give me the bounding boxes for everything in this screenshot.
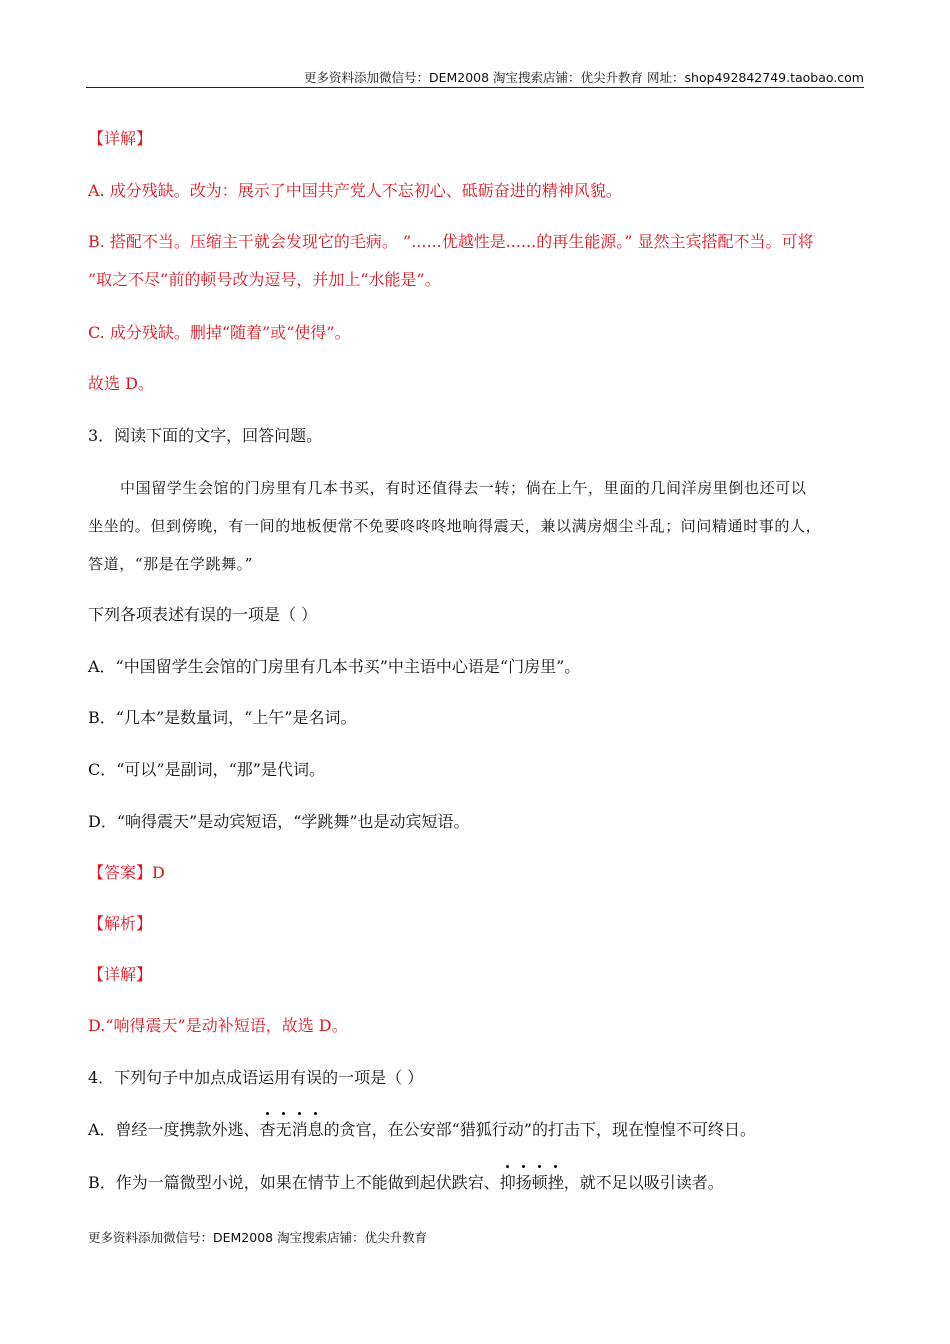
q3-option-a: A．“中国留学生会馆的门房里有几本书买”中主语中心语是“门房里”。 <box>88 657 581 676</box>
q3-option-b: B．“几本”是数量词，“上午”是名词。 <box>88 708 357 727</box>
q4-option-a <box>88 1119 756 1141</box>
q3-passage-line: 答道，“那是在学跳舞。” <box>88 555 254 573</box>
q3-stem: 3．阅读下面的文字，回答问题。 <box>88 426 323 445</box>
q3-option-c: C．“可以”是副词，“那”是代词。 <box>88 760 325 779</box>
explain-option-b-line1: B. 搭配不当。压缩主干就会发现它的毛病。 ”......优越性是......的再生能源。” 显然主宾搭配不当。可将 <box>88 232 814 251</box>
emphasis-dots <box>500 1161 564 1168</box>
q4-option-a-before: A．曾经一度携款外逃、 <box>88 1120 260 1139</box>
answer-value: D <box>152 863 165 882</box>
q4-option-a-idiom <box>260 1119 324 1141</box>
q3-passage-line: 中国留学生会馆的门房里有几本书买，有时还值得去一转；倘在上午，里面的几间洋房里倒也还可以 <box>120 479 807 497</box>
q3-passage-line: 坐坐的。但到傍晚，有一间的地板便常不免要咚咚咚地响得震天，兼以满房烟尘斗乱；问问精通时事的人， <box>88 517 822 535</box>
q4-option-b-idiom-text: 抑扬顿挫 <box>499 1173 564 1192</box>
page-header: 更多资料添加微信号：DEM2008 淘宝搜索店铺：优尖升教育 网址：shop492842749.taobao.com <box>303 70 864 85</box>
q4-option-b-after: ，就不足以吸引读者。 <box>563 1173 724 1192</box>
q3-detail: D.“响得震天”是动补短语，故选 D。 <box>88 1016 348 1035</box>
q4-option-b-idiom <box>500 1172 564 1194</box>
q3-answer <box>88 862 165 884</box>
explain-conclusion: 故选 D。 <box>88 374 154 393</box>
q3-question: 下列各项表述有误的一项是（ ） <box>88 605 318 624</box>
explain-option-b-line2: ”取之不尽”前的顿号改为逗号，并加上“水能是”。 <box>88 270 441 289</box>
q4-option-a-after: 的贪官，在公安部“猎狐行动”的打击下，现在惶惶不可终日。 <box>323 1120 756 1139</box>
answer-tag: 【答案】 <box>88 863 153 882</box>
q4-option-b <box>88 1172 724 1194</box>
detail-tag: 【详解】 <box>88 965 153 984</box>
analysis-tag: 【解析】 <box>88 914 153 933</box>
q4-option-b-before: B．作为一篇微型小说，如果在情节上不能做到起伏跌宕、 <box>88 1173 500 1192</box>
explain-option-a: A. 成分残缺。改为：展示了中国共产党人不忘初心、砥砺奋进的精神风貌。 <box>88 181 622 200</box>
page-footer: 更多资料添加微信号：DEM2008 淘宝搜索店铺：优尖升教育 <box>88 1230 428 1245</box>
q4-option-a-idiom-text: 杳无消息 <box>259 1120 324 1139</box>
header-divider <box>86 87 864 88</box>
q3-option-d: D．“响得震天”是动宾短语，“学跳舞”也是动宾短语。 <box>88 812 470 831</box>
q4-stem: 4．下列句子中加点成语运用有误的一项是（ ） <box>88 1068 424 1087</box>
emphasis-dots <box>260 1108 324 1115</box>
detail-tag: 【详解】 <box>88 129 153 148</box>
explain-option-c: C. 成分残缺。删掉“随着”或“使得”。 <box>88 323 351 342</box>
